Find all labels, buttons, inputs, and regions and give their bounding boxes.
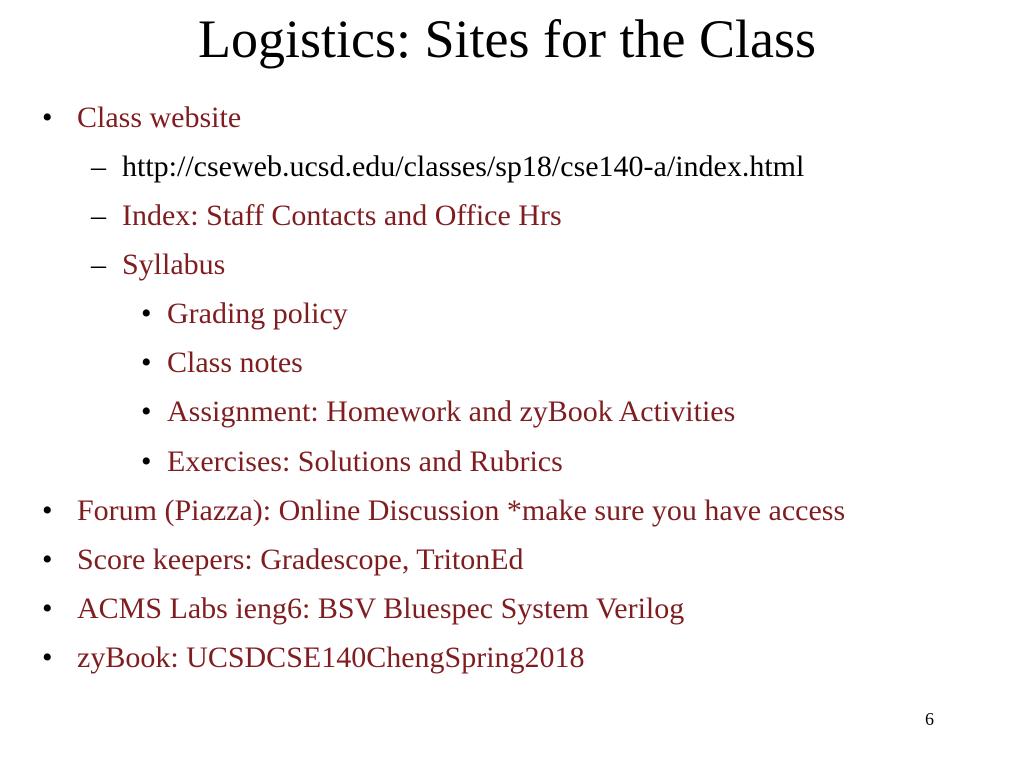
bullet-text: ACMS Labs ieng6: BSV Bluespec System Verilog [77,592,685,625]
bullet-dash: – [91,150,106,183]
bullet-dash: – [91,199,106,232]
bullet-text: Score keepers: Gradescope, TritonEd [77,543,524,576]
class-website-url[interactable]: http://cseweb.ucsd.edu/classes/sp18/cse140-a/index.html [122,150,805,183]
bullet-dot: • [42,543,53,576]
slide-title: Logistics: Sites for the Class [198,9,816,69]
bullet-text: Exercises: Solutions and Rubrics [167,445,563,478]
page-number: 6 [925,709,934,729]
bullet-dot: • [141,297,152,330]
bullet-text: Assignment: Homework and zyBook Activities [167,395,736,428]
bullet-dot: • [141,395,152,428]
sub-bullet-syllabus [91,247,225,283]
bullet-zybook [42,640,585,676]
bullet-text: Syllabus [122,248,226,281]
bullet-dot: • [42,101,53,134]
bullet-dot: • [42,592,53,625]
bullet-forum [42,493,845,529]
sub-bullet-index [91,198,562,234]
bullet-text: Index: Staff Contacts and Office Hrs [122,199,562,232]
bullet-text: Class notes [167,346,303,379]
bullet-dot: • [141,445,152,478]
bullet-text: zyBook: UCSDCSE140ChengSpring2018 [77,641,585,674]
bullet-dot: • [42,494,53,527]
bullet-dot: • [42,641,53,674]
sub-sub-bullet-class-notes [141,345,303,381]
bullet-score-keepers [42,542,524,578]
sub-sub-bullet-exercises [141,444,563,480]
bullet-dot: • [141,346,152,379]
bullet-class-website [42,100,241,136]
sub-sub-bullet-grading-policy [141,296,348,332]
bullet-text: Grading policy [167,297,348,330]
bullet-text: Class website [77,101,242,134]
bullet-text: Forum (Piazza): Online Discussion *make sure you have access [77,494,846,527]
bullet-dash: – [91,248,106,281]
sub-bullet-class-url [91,149,804,185]
bullet-acms-labs [42,591,684,627]
sub-sub-bullet-assignment [141,394,735,430]
